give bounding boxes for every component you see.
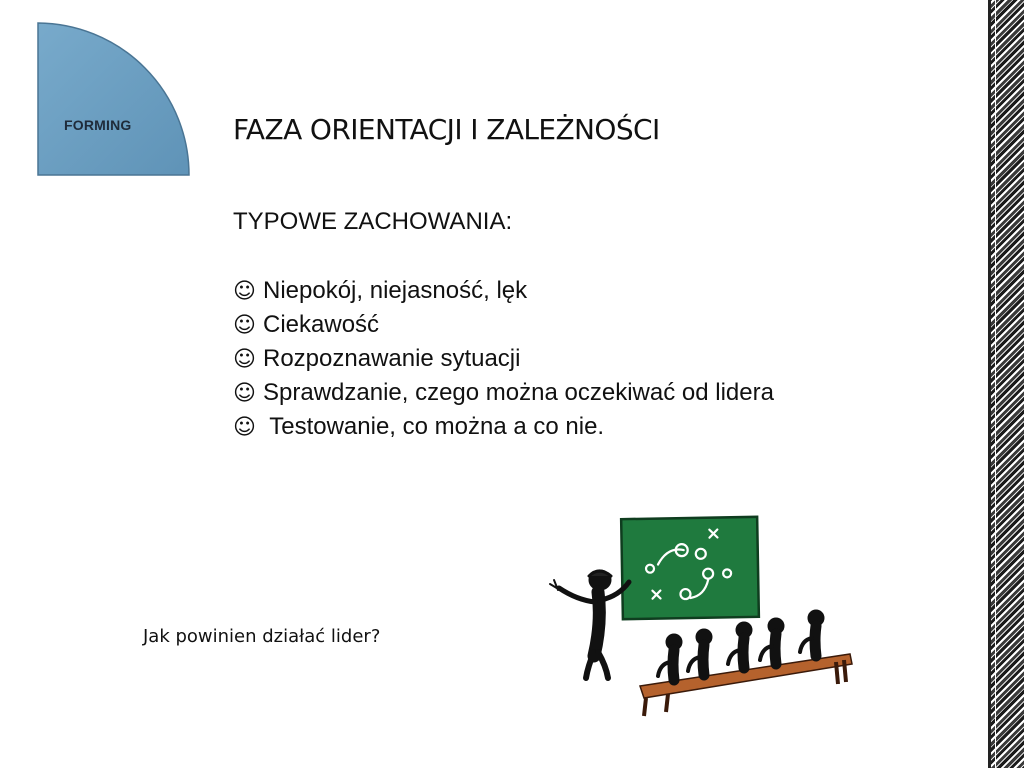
- list-item: [233, 342, 774, 376]
- decorative-right-border: [988, 0, 1024, 768]
- list-item-text: Rozpoznawanie sytuacji: [263, 345, 521, 372]
- behaviors-heading: TYPOWE ZACHOWANIA:: [233, 208, 513, 235]
- forming-phase-quadrant: [37, 22, 190, 176]
- slide-title: FAZA ORIENTACJI I ZALEŻNOŚCI: [233, 113, 660, 146]
- coach-chalkboard-illustration: [540, 512, 860, 722]
- smiley-icon: ☺: [233, 415, 256, 440]
- behaviors-list: [233, 274, 774, 444]
- leader-question: Jak powinien działać lider?: [143, 626, 381, 647]
- quadrant-shape: [38, 23, 189, 175]
- list-item: [233, 410, 774, 444]
- list-item-text: Ciekawość: [263, 311, 380, 338]
- smiley-icon: ☺: [233, 313, 256, 338]
- smiley-icon: ☺: [233, 347, 256, 372]
- list-item-text: Testowanie, co można a co nie.: [263, 413, 605, 440]
- list-item: [233, 274, 774, 308]
- smiley-icon: ☺: [233, 381, 256, 406]
- smiley-icon: ☺: [233, 279, 256, 304]
- list-item: [233, 376, 774, 410]
- coach-figure: [550, 570, 629, 678]
- chalkboard: [621, 517, 759, 619]
- phase-label: FORMING: [64, 117, 132, 133]
- list-item-text: Sprawdzanie, czego można oczekiwać od lidera: [263, 379, 774, 406]
- list-item: [233, 308, 774, 342]
- list-item-text: Niepokój, niejasność, lęk: [263, 277, 528, 304]
